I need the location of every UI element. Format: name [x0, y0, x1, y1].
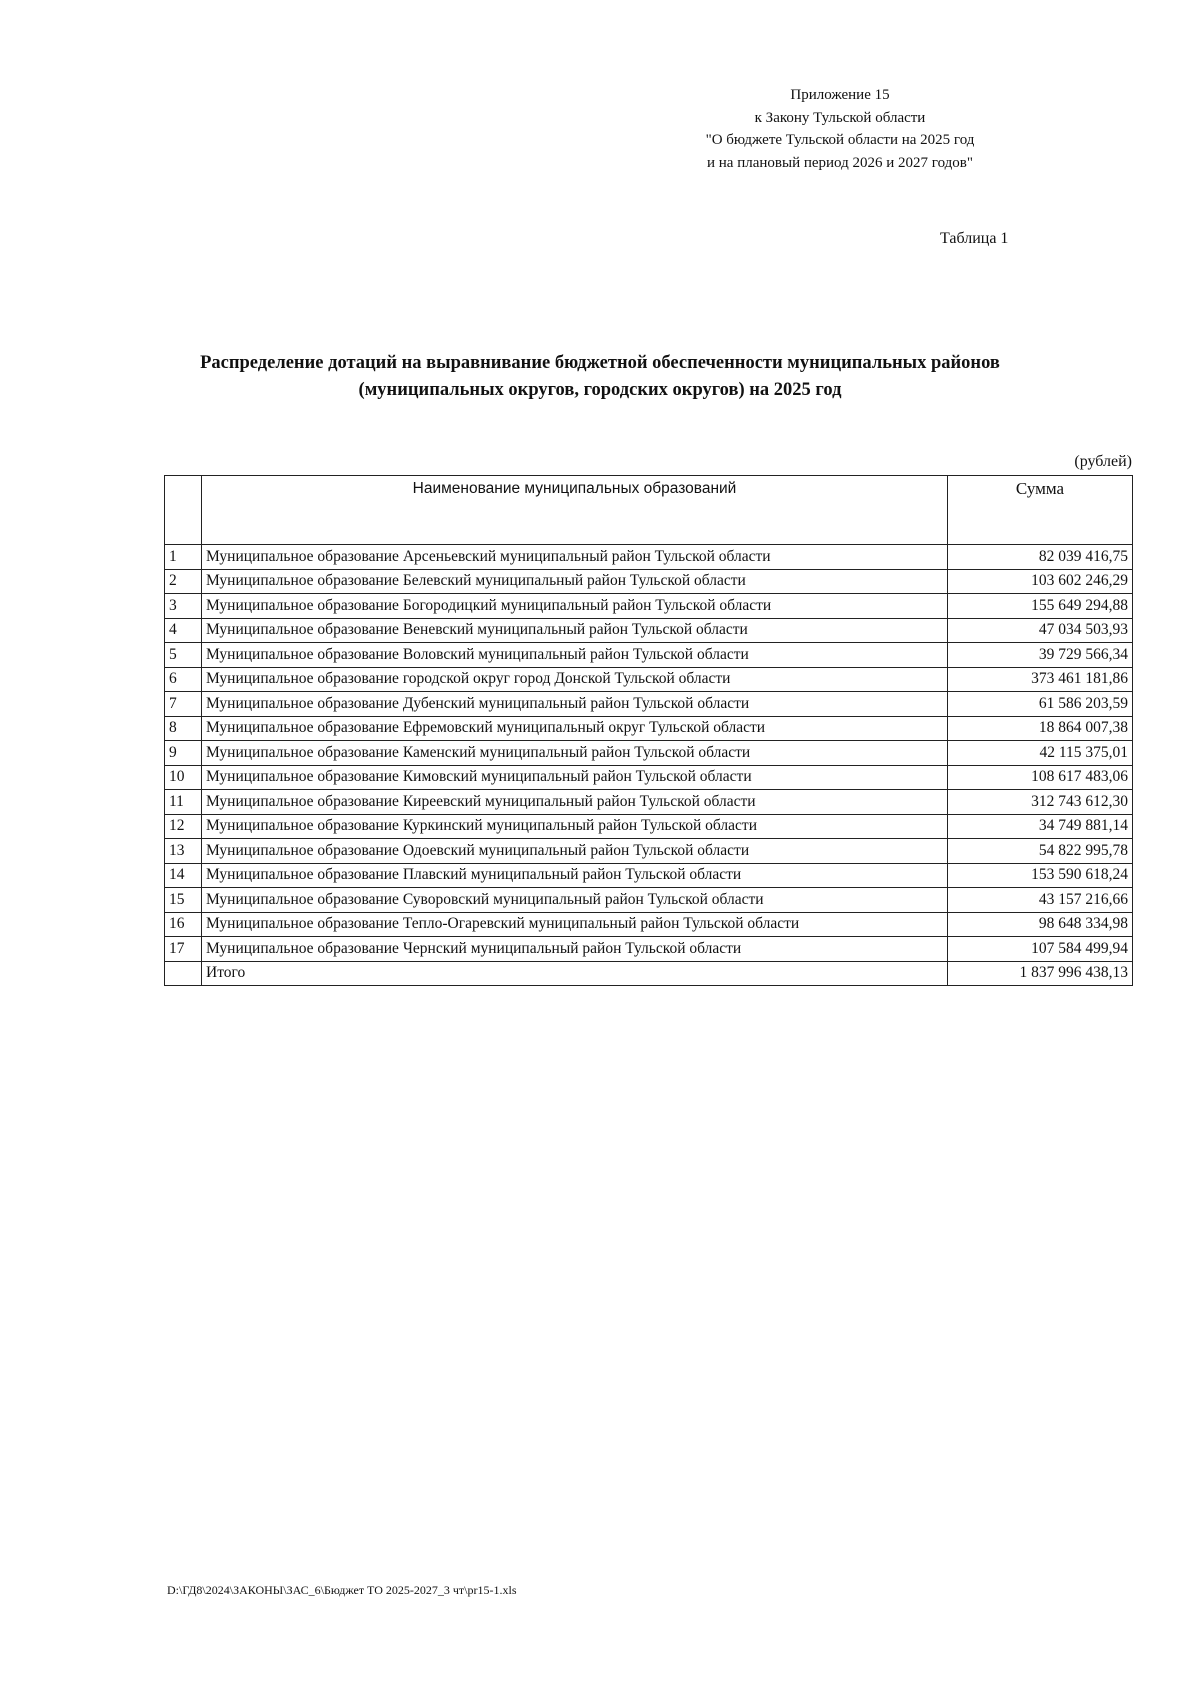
document-title-line-2: (муниципальных округов, городских округов) на 2025 год: [358, 380, 842, 400]
table-row: [165, 912, 1133, 937]
row-name-cell: Муниципальное образование Белевский муниципальный район Тульской области: [202, 569, 948, 594]
row-amount-cell: 54 822 995,78: [948, 839, 1133, 864]
row-number-cell: 11: [165, 790, 202, 815]
row-amount-cell: 373 461 181,86: [948, 667, 1133, 692]
appendix-line-3: "О бюджете Тульской области на 2025 год: [705, 132, 975, 148]
allocation-table: [164, 475, 1133, 986]
row-number-cell: 1: [165, 545, 202, 570]
row-name-cell: Муниципальное образование городской округ город Донской Тульской области: [202, 667, 948, 692]
table-number: Таблица 1: [940, 230, 1009, 247]
table-body: [165, 545, 1133, 962]
row-number-cell: 17: [165, 937, 202, 962]
total-row: [165, 961, 1133, 986]
table-row: [165, 594, 1133, 619]
row-name-cell: Муниципальное образование Ефремовский муниципальный округ Тульской области: [202, 716, 948, 741]
table-row: [165, 863, 1133, 888]
row-number-cell: 6: [165, 667, 202, 692]
table-row: [165, 888, 1133, 913]
total-amount-cell: 1 837 996 438,13: [948, 961, 1133, 986]
row-name-cell: Муниципальное образование Киреевский муниципальный район Тульской области: [202, 790, 948, 815]
table-row: [165, 716, 1133, 741]
row-number-cell: 7: [165, 692, 202, 717]
document-title: [100, 350, 1100, 404]
table-row: [165, 765, 1133, 790]
row-amount-cell: 42 115 375,01: [948, 741, 1133, 766]
row-amount-cell: 82 039 416,75: [948, 545, 1133, 570]
row-number-cell: 5: [165, 643, 202, 668]
row-number-cell: 13: [165, 839, 202, 864]
table-row: [165, 643, 1133, 668]
row-number-cell: 16: [165, 912, 202, 937]
table-row: [165, 569, 1133, 594]
table-row: [165, 937, 1133, 962]
row-number-cell: 8: [165, 716, 202, 741]
row-amount-cell: 98 648 334,98: [948, 912, 1133, 937]
row-amount-cell: 153 590 618,24: [948, 863, 1133, 888]
row-number-cell: 14: [165, 863, 202, 888]
row-name-cell: Муниципальное образование Плавский муниципальный район Тульской области: [202, 863, 948, 888]
appendix-line-1: Приложение 15: [790, 87, 890, 103]
row-amount-cell: 34 749 881,14: [948, 814, 1133, 839]
row-name-cell: Муниципальное образование Арсеньевский муниципальный район Тульской области: [202, 545, 948, 570]
row-number-cell: 9: [165, 741, 202, 766]
row-name-cell: Муниципальное образование Веневский муниципальный район Тульской области: [202, 618, 948, 643]
appendix-block: [660, 84, 1020, 174]
row-amount-cell: 103 602 246,29: [948, 569, 1133, 594]
row-number-cell: 15: [165, 888, 202, 913]
row-name-cell: Муниципальное образование Чернский муниципальный район Тульской области: [202, 937, 948, 962]
row-amount-cell: 108 617 483,06: [948, 765, 1133, 790]
row-name-cell: Муниципальное образование Каменский муниципальный район Тульской области: [202, 741, 948, 766]
row-name-cell: Муниципальное образование Суворовский муниципальный район Тульской области: [202, 888, 948, 913]
footer-file-path: D:\ГД8\2024\ЗАКОНЫ\ЗАС_6\Бюджет ТО 2025-2027_3 чт\pr15-1.xls: [167, 1583, 517, 1597]
row-name-cell: Муниципальное образование Одоевский муниципальный район Тульской области: [202, 839, 948, 864]
table-row: [165, 790, 1133, 815]
table-row: [165, 839, 1133, 864]
row-number-cell: 12: [165, 814, 202, 839]
header-amount-cell: Сумма: [948, 476, 1133, 545]
row-amount-cell: 39 729 566,34: [948, 643, 1133, 668]
row-amount-cell: 107 584 499,94: [948, 937, 1133, 962]
table-row: [165, 618, 1133, 643]
row-name-cell: Муниципальное образование Богородицкий муниципальный район Тульской области: [202, 594, 948, 619]
row-amount-cell: 43 157 216,66: [948, 888, 1133, 913]
appendix-line-4: и на плановый период 2026 и 2027 годов": [707, 154, 973, 171]
row-amount-cell: 18 864 007,38: [948, 716, 1133, 741]
table-header-row: [165, 476, 1133, 545]
row-number-cell: 2: [165, 569, 202, 594]
table-row: [165, 545, 1133, 570]
units-label: (рублей): [1074, 453, 1132, 470]
table-row: [165, 667, 1133, 692]
row-name-cell: Муниципальное образование Дубенский муниципальный район Тульской области: [202, 692, 948, 717]
row-amount-cell: 61 586 203,59: [948, 692, 1133, 717]
row-number-cell: 4: [165, 618, 202, 643]
row-amount-cell: 155 649 294,88: [948, 594, 1133, 619]
document-title-line-1: Распределение дотаций на выравнивание бюджетной обеспеченности муниципальных районов: [200, 353, 1000, 373]
header-number-cell: [165, 476, 202, 545]
row-name-cell: Муниципальное образование Кимовский муниципальный район Тульской области: [202, 765, 948, 790]
row-number-cell: 3: [165, 594, 202, 619]
row-number-cell: 10: [165, 765, 202, 790]
row-name-cell: Муниципальное образование Тепло-Огаревский муниципальный район Тульской области: [202, 912, 948, 937]
row-amount-cell: 47 034 503,93: [948, 618, 1133, 643]
table-row: [165, 814, 1133, 839]
row-amount-cell: 312 743 612,30: [948, 790, 1133, 815]
row-name-cell: Муниципальное образование Воловский муниципальный район Тульской области: [202, 643, 948, 668]
header-name-cell: Наименование муниципальных образований: [202, 476, 948, 545]
table-row: [165, 692, 1133, 717]
total-label-cell: Итого: [202, 961, 948, 986]
table-row: [165, 741, 1133, 766]
total-number-cell: [165, 961, 202, 986]
appendix-line-2: к Закону Тульской области: [754, 109, 926, 126]
row-name-cell: Муниципальное образование Куркинский муниципальный район Тульской области: [202, 814, 948, 839]
